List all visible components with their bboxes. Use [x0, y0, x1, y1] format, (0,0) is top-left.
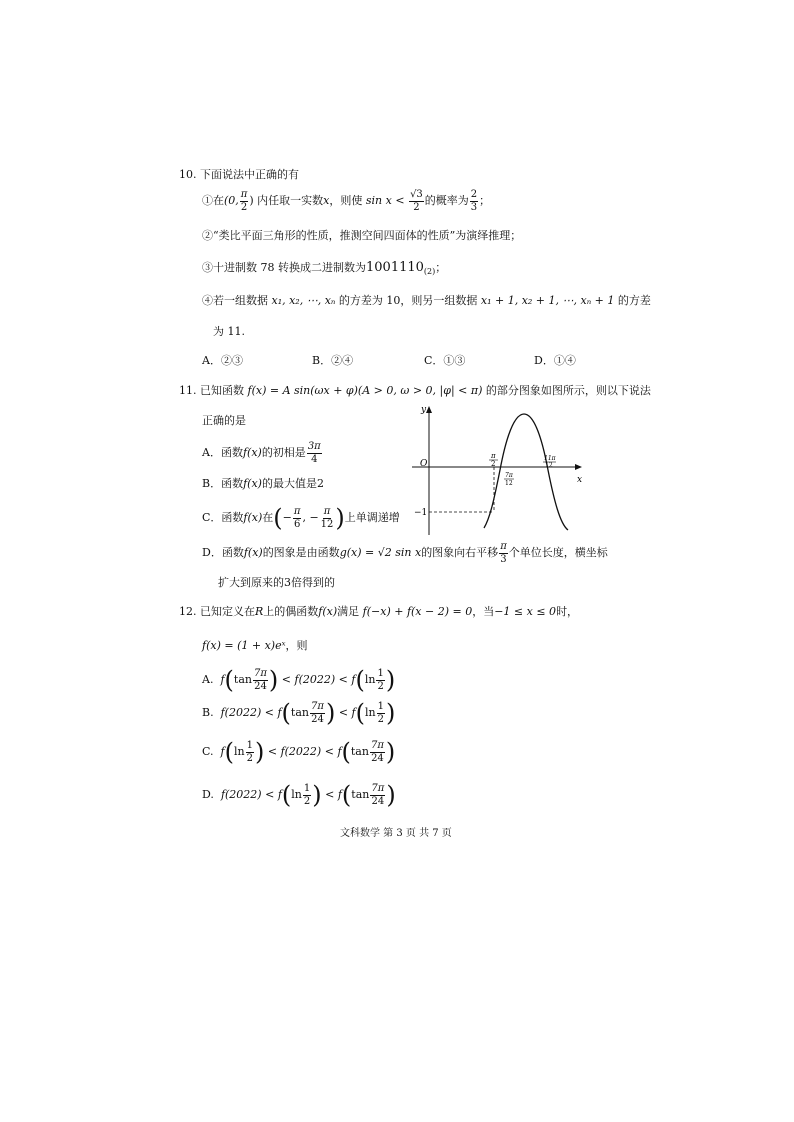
text: ，当 [472, 605, 495, 618]
paren: ( [273, 504, 283, 532]
text: tan [350, 745, 369, 758]
math: f [220, 673, 225, 686]
fraction [293, 506, 302, 531]
paren: ( [281, 781, 292, 809]
text: 满足 [337, 605, 360, 618]
frac-den: 3 [470, 201, 478, 213]
fraction [240, 189, 249, 214]
q12-option-c [202, 737, 395, 767]
frac-den: 24 [371, 752, 384, 764]
frac-num: 7π [370, 739, 384, 751]
text: 时， [556, 605, 579, 618]
math: f(2022) [220, 788, 262, 801]
math: f(2022) [280, 745, 322, 758]
math: f [337, 745, 342, 758]
math: −1 ≤ x ≤ 0 [494, 605, 557, 618]
paren: ( [355, 699, 365, 727]
option-label: D. [202, 788, 214, 801]
page-footer: 文科数学 第 3 页 共 7 页 [340, 828, 452, 839]
q10-statement-4 [202, 293, 651, 309]
math: f(x) [242, 446, 262, 459]
text: ③十进制数 78 转换成二进制数为 [202, 261, 366, 274]
y-axis-arrow [426, 406, 432, 413]
frac-num: 1 [377, 700, 384, 712]
frac-num: 2 [470, 188, 478, 200]
fraction [409, 189, 424, 214]
fraction [376, 668, 384, 693]
paren: ) [312, 781, 322, 809]
text: 个单位长度，横坐标 [508, 546, 608, 559]
text: 的方差 [617, 294, 651, 307]
frac-num: 7π [253, 667, 267, 679]
math: f(x) [243, 511, 263, 524]
paren: ( [355, 666, 365, 694]
paren: ) [325, 699, 336, 727]
paren: ( [224, 738, 234, 766]
frac-num: 1 [303, 782, 311, 794]
math: f(2022) [294, 673, 336, 686]
paren: ) [335, 504, 345, 532]
text: tan [351, 788, 370, 801]
q10-option-b: B．②④ [312, 354, 354, 367]
q10-statement-2: ②“类比平面三角形的性质，推测空间四面体的性质”为演绎推理； [202, 229, 522, 242]
math: R [255, 605, 264, 618]
math: x₁ + 1, x₂ + 1, ⋯, xₙ + 1 [480, 294, 615, 307]
text: < [264, 706, 274, 719]
fraction [377, 701, 385, 726]
paren: ) [385, 666, 396, 694]
math: f [277, 706, 282, 719]
text: 的最大值是2 [261, 477, 324, 490]
text: < [281, 673, 292, 686]
paren: ) [254, 738, 265, 766]
frac-num: 1 [246, 739, 253, 751]
text: 上的偶函数 [263, 605, 319, 618]
fraction [370, 783, 385, 808]
text: 的图象向右平移 [421, 546, 499, 559]
frac-den: 6 [293, 518, 301, 530]
fraction [470, 189, 478, 214]
q10-statement-1 [202, 188, 490, 214]
text: 的图象是由函数 [262, 546, 340, 559]
frac-num: π [323, 505, 331, 517]
frac-num: π [500, 540, 507, 552]
math: f(x) = (1 + x)eˣ [202, 639, 286, 652]
text: B．函数 [202, 477, 244, 490]
text: D．函数 [202, 546, 244, 559]
math: f [337, 788, 342, 801]
paren: ( [281, 699, 291, 727]
q10-stem-text: 下面说法中正确的有 [200, 168, 299, 181]
text: < [325, 788, 335, 801]
text: 内任取一实数 [257, 194, 324, 207]
q10-stem [179, 167, 299, 183]
text: < [338, 706, 349, 719]
q11-stem [179, 383, 651, 399]
tick-pi-over-2-num: π [491, 452, 496, 460]
frac-den: 12 [320, 518, 334, 530]
binary-number: 1001110 [366, 260, 424, 275]
text: < [267, 745, 278, 758]
text: ，则 [285, 639, 308, 652]
text: 的部分图象如图所示，则以下说法 [485, 384, 651, 397]
frac-num: π [293, 505, 301, 517]
q12-option-b [202, 698, 395, 728]
q12-number: 12. [179, 605, 197, 618]
text: tan [290, 706, 309, 719]
q11-number: 11. [179, 384, 197, 397]
math: f [351, 673, 356, 686]
q12-stem [179, 604, 578, 620]
math: f(x) [243, 477, 262, 490]
text: ln [364, 673, 376, 686]
q10-option-d: D．①④ [534, 354, 576, 367]
text: < [324, 745, 334, 758]
frac-den: 4 [311, 453, 318, 465]
text: < [338, 673, 348, 686]
q11-option-b [202, 476, 324, 492]
q11-option-c: C．函数f(x)在(− $\frac{\pi}{6}$ , − $\frac{\pi}{12}$ )上单调递增 [202, 504, 400, 532]
option-label: A. [202, 673, 214, 686]
q11-option-d [202, 540, 608, 566]
fraction [307, 441, 322, 466]
q10-option-a: A．②③ [202, 354, 243, 367]
q10-statement-3 [202, 260, 446, 280]
sine-curve [484, 414, 568, 530]
text: < [265, 788, 275, 801]
text: 在 [262, 511, 274, 524]
text: ； [479, 194, 491, 207]
text: ln [291, 788, 302, 801]
frac-num: π [240, 188, 248, 200]
tick-7pi-over-12-den: 12 [505, 480, 513, 487]
frac-den: 2 [303, 795, 311, 807]
frac-den: 2 [240, 201, 248, 213]
math: f [220, 745, 225, 758]
frac-den: 2 [377, 713, 384, 725]
x-axis-label: x [577, 475, 583, 485]
math: f(−x) + f(x − 2) = 0 [362, 605, 473, 618]
fraction [370, 740, 385, 765]
tick-11pi-over-12-num: 11π [544, 455, 556, 462]
math: x [323, 194, 330, 207]
frac-den: 24 [254, 680, 267, 692]
y-axis-label: y [421, 405, 427, 415]
text: 上单调递增 [344, 511, 400, 524]
math: f(x) = A sin(ωx + φ)(A > 0, ω > 0, |φ| < π) [247, 384, 483, 397]
q11-option-d-cont: 扩大到原来的3倍得到的 [218, 576, 335, 589]
fraction [320, 506, 335, 531]
math: ) [249, 194, 254, 207]
paren: ( [341, 738, 351, 766]
paren: ) [385, 738, 396, 766]
origin-label: O [420, 459, 428, 469]
frac-den: 2 [246, 752, 253, 764]
fraction [499, 541, 508, 566]
paren: ( [341, 781, 352, 809]
option-label: B. [202, 706, 214, 719]
fraction [303, 783, 311, 808]
fraction [246, 740, 254, 765]
frac-den: 24 [311, 713, 324, 725]
paren: ) [386, 781, 396, 809]
frac-den: 2 [377, 680, 384, 692]
math: f(2022) [220, 706, 262, 719]
math: f [351, 706, 356, 719]
q12-option-a [202, 665, 395, 695]
q12-option-d [202, 780, 396, 810]
frac-den: 3 [500, 553, 507, 565]
tick-7pi-over-12-num: 7π [505, 472, 513, 479]
math: (0, [224, 194, 239, 207]
math: f(x) [243, 546, 263, 559]
text: 的初相是 [261, 446, 306, 459]
q10-number: 10. [179, 168, 197, 181]
frac-num: 7π [311, 700, 324, 712]
text: C．函数 [202, 511, 244, 524]
math: g(x) = √2 sin x [339, 546, 422, 559]
option-label: C. [202, 745, 214, 758]
frac-num: 3π [307, 440, 321, 452]
text: ①在 [202, 194, 224, 207]
neg-one-label: −1 [414, 508, 428, 518]
tick-pi-over-2-den: 2 [491, 460, 496, 468]
frac-num: √3 [410, 188, 423, 200]
text: 已知定义在 [200, 605, 255, 618]
text: ； [435, 261, 447, 274]
text: ，则使 [329, 194, 363, 207]
text: tan [233, 673, 252, 686]
x-axis-arrow [575, 464, 582, 470]
function-graph [410, 400, 590, 540]
text: ln [364, 706, 376, 719]
fraction [310, 701, 325, 726]
math: x₁, x₂, ⋯, xₙ [271, 294, 336, 307]
q11-stem-cont: 正确的是 [202, 414, 246, 427]
base-subscript: (2) [423, 267, 436, 277]
paren: ) [268, 666, 279, 694]
text: ln [233, 745, 245, 758]
text: ④若一组数据 [202, 294, 268, 307]
text: 的方差为 10，则另一组数据 [338, 294, 478, 307]
text: A．函数 [202, 446, 243, 459]
q10-statement-4-cont: 为 11. [213, 325, 245, 338]
q11-option-a [202, 440, 323, 466]
paren: ( [224, 666, 234, 694]
math: f(x) [318, 605, 338, 618]
frac-num: 7π [371, 782, 385, 794]
text: 的概率为 [424, 194, 469, 207]
frac-num: 1 [377, 667, 384, 679]
fraction [253, 668, 268, 693]
frac-den: 24 [371, 795, 385, 807]
math: sin x < [365, 194, 405, 207]
frac-den: 2 [413, 201, 420, 213]
math: f [277, 788, 282, 801]
text: 已知函数 [200, 384, 244, 397]
q10-option-c: C．①③ [424, 354, 466, 367]
q12-definition [202, 638, 307, 654]
tick-11pi-over-12-den: 12 [545, 462, 553, 469]
paren: ) [385, 699, 396, 727]
